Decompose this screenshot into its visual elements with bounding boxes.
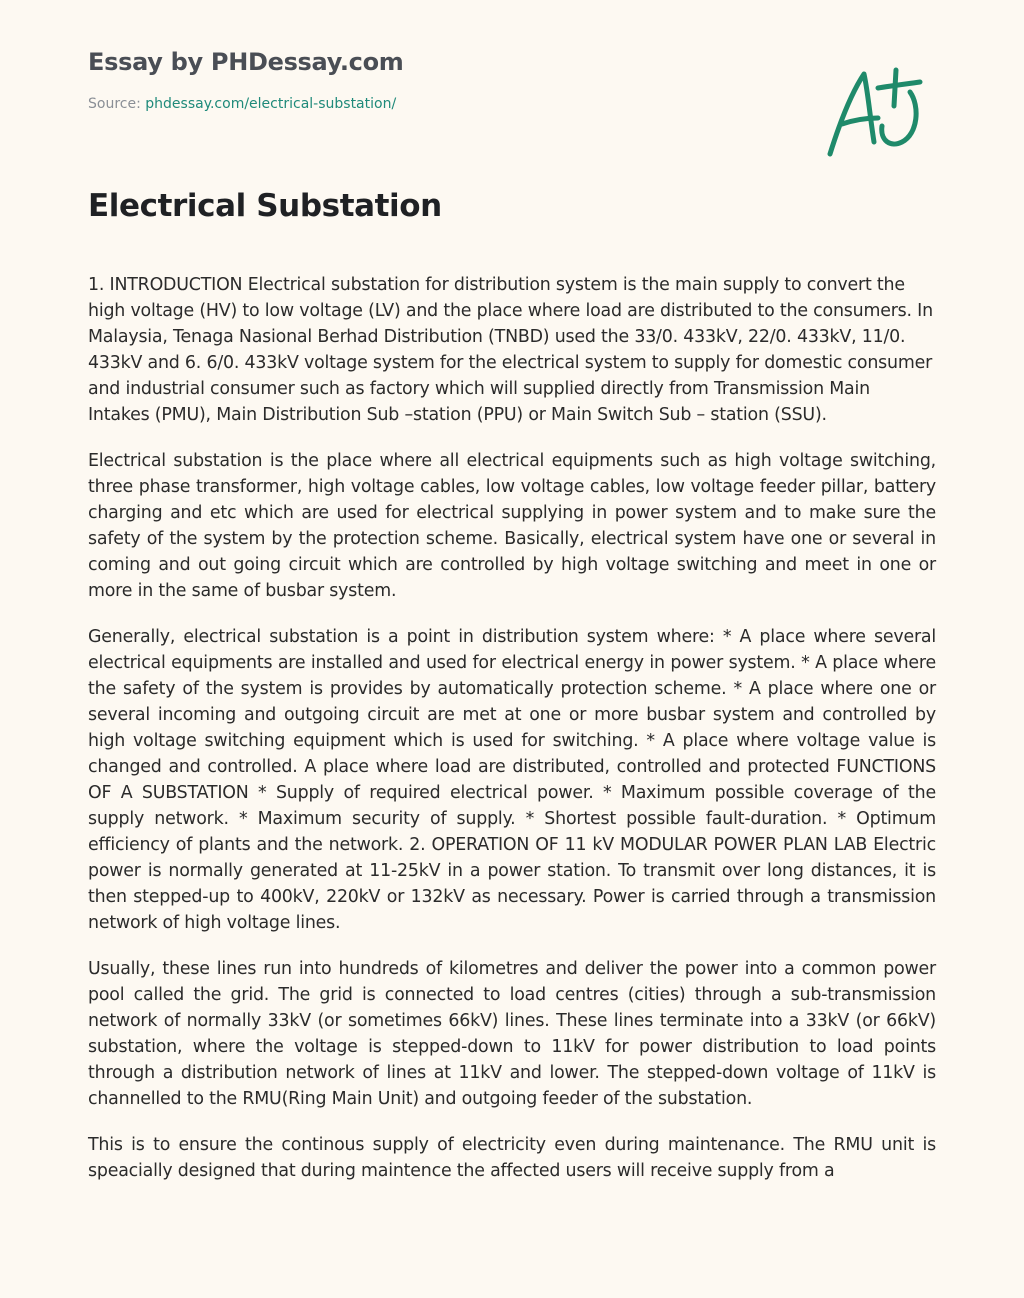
paragraph-1: 1. INTRODUCTION Electrical substation for distribution system is the main supply to convert the high voltage (HV) to low voltage (LV) and the place where load are distributed to the consumers. In Malaysia, Tenaga Nasional Berhad Distribution (TNBD) used the 33/0. 433kV, 22/0. 433kV, 11/0. 433kV and 6. 6/0. 433kV voltage system for the electrical system to supply for domestic consumer and industrial consumer such as factory which will supplied directly from Transmission Main Intakes (PMU), Main Distribution Sub –station (PPU) or Main Switch Sub – station (SSU). xyxy=(88,275,933,425)
paragraph-3: Generally, electrical substation is a point in distribution system where: * A place where several electrical equipments are installed and used for electrical energy in power system. * A place where the safety of the system is provides by automatically protection scheme. * A place where one or several incoming and outgoing circuit are met at one or more busbar system and controlled by high voltage switching equipment which is used for switching. * A place where voltage value is changed and controlled. A place where load are distributed, controlled and protected FUNCTIONS OF A SUBSTATION * Supply of required electrical power. * Maximum possible coverage of the supply network. * Maximum security of supply. * Shortest possible fault-duration. * Optimum efficiency of plants and the network. 2. OPERATION OF 11 kV MODULAR POWER PLAN LAB Electric power is normally generated at 11-25kV in a power station. To transmit over long distances, it is then stepped-up to 400kV, 220kV or 132kV as necessary. Power is carried through a transmission network of high voltage lines. xyxy=(88,627,936,933)
article-body xyxy=(88,272,936,1204)
site-title: Essay by PHDessay.com xyxy=(88,48,404,76)
bottom-fade-overlay xyxy=(0,1236,1024,1298)
page-title: Electrical Substation xyxy=(88,188,442,224)
paragraph-5: This is to ensure the continous supply of electricity even during maintenance. The RMU unit is speacially designed that during maintence the affected users will receive supply from a xyxy=(88,1135,936,1181)
source-label: Source: xyxy=(88,96,146,112)
paragraph-2: Electrical substation is the place where all electrical equipments such as high voltage switching, three phase transformer, high voltage cables, low voltage cables, low voltage feeder pillar, battery charging and etc which are used for electrical supplying in power system and to make sure the safety of the system by the protection scheme. Basically, electrical system have one or several in coming and out going circuit which are controlled by high voltage switching and meet in one or more in the same of busbar system. xyxy=(88,451,936,601)
a-plus-icon xyxy=(820,62,930,162)
a-plus-logo xyxy=(820,62,930,162)
source-link[interactable]: phdessay.com/electrical-substation/ xyxy=(145,96,397,112)
essay-header xyxy=(88,48,788,112)
source-line xyxy=(88,96,788,112)
paragraph-4: Usually, these lines run into hundreds of kilometres and deliver the power into a common power pool called the grid. The grid is connected to load centres (cities) through a sub-transmission network of normally 33kV (or sometimes 66kV) lines. These lines terminate into a 33kV (or 66kV) substation, where the voltage is stepped-down to 11kV for power distribution to load points through a distribution network of lines at 11kV and lower. The stepped-down voltage of 11kV is channelled to the RMU(Ring Main Unit) and outgoing feeder of the substation. xyxy=(88,959,936,1109)
